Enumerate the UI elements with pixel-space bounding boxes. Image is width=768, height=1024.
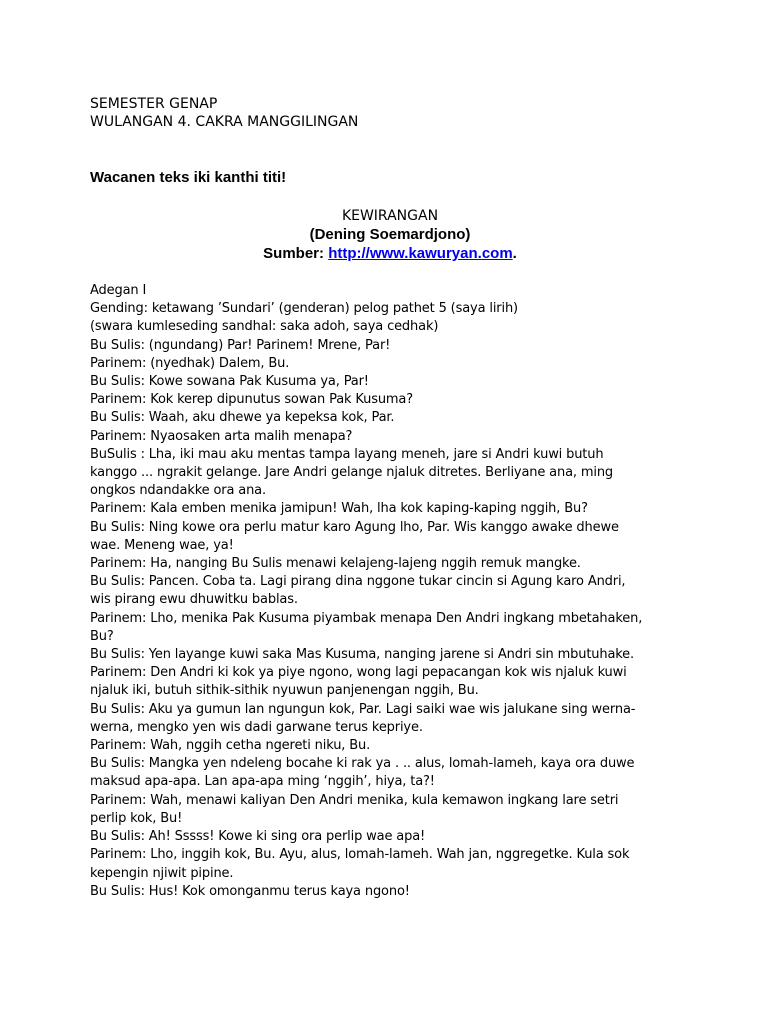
story-author: (Dening Soemardjono) bbox=[309, 226, 471, 243]
script-line: Parinem: Ha, nanging Bu Sulis menawi kelajeng-lajeng nggih remuk mangke. bbox=[90, 556, 581, 572]
script-line: Bu Sulis: Hus! Kok omonganmu terus kaya ngono! bbox=[90, 883, 410, 899]
script-line: wae. Meneng wae, ya! bbox=[90, 537, 234, 553]
script-line: Parinem: Nyaosaken arta malih menapa? bbox=[90, 428, 353, 444]
script-line: wis pirang ewu dhuwitku bablas. bbox=[90, 592, 298, 608]
script-line: Bu Sulis: Kowe sowana Pak Kusuma ya, Par! bbox=[90, 374, 369, 390]
script-line: maksud apa-apa. Lan apa-apa ming ‘nggih’, hiya, ta?! bbox=[90, 774, 435, 790]
story-title-block bbox=[90, 207, 690, 263]
script-line: kepengin njiwit pipine. bbox=[90, 865, 234, 881]
script-line: Bu Sulis: Yen layange kuwi saka Mas Kusuma, nanging jarene si Andri sin mbutuhake. bbox=[90, 647, 635, 663]
script-line: njaluk iki, butuh sithik-sithik nyuwun panjenengan nggih, Bu. bbox=[90, 683, 479, 699]
script-line: BuSulis : Lha, iki mau aku mentas tampa layang meneh, jare si Andri kuwi butuh bbox=[90, 446, 604, 462]
script-line: Parinem: (nyedhak) Dalem, Bu. bbox=[90, 355, 290, 371]
script-line: Bu? bbox=[90, 628, 114, 644]
document-page bbox=[90, 95, 690, 901]
script-line: Bu Sulis: Ah! Sssss! Kowe ki sing ora perlip wae apa! bbox=[90, 829, 426, 845]
script-line: Bu Sulis: Waah, aku dhewe ya kepeksa kok, Par. bbox=[90, 410, 395, 426]
script-line: (swara kumleseding sandhal: saka adoh, saya cedhak) bbox=[90, 319, 439, 335]
script-line: kanggo ... ngrakit gelange. Jare Andri gelange njaluk ditretes. Berliyane ana, ming bbox=[90, 465, 614, 481]
story-title: KEWIRANGAN bbox=[341, 208, 439, 224]
script-line: Parinem: Kok kerep dipunutus sowan Pak Kusuma? bbox=[90, 392, 414, 408]
script-line: Parinem: Wah, menawi kaliyan Den Andri menika, kula kemawon ingkang lare setri bbox=[90, 792, 619, 808]
script-line: Adegan I bbox=[90, 283, 147, 298]
script-line: Bu Sulis: Ning kowe ora perlu matur karo Agung lho, Par. Wis kanggo awake dhewe bbox=[90, 519, 619, 535]
script-body bbox=[90, 282, 690, 901]
script-line: Parinem: Lho, menika Pak Kusuma piyambak menapa Den Andri ingkang mbetahaken, bbox=[90, 610, 643, 626]
instruction-text: Wacanen teks iki kanthi titi! bbox=[90, 169, 287, 186]
source-link[interactable]: http://www.kawuryan.com bbox=[328, 245, 513, 262]
source-end: . bbox=[512, 245, 517, 262]
script-line: ongkos ndandakke ora ana. bbox=[90, 483, 266, 499]
script-line: Bu Sulis: Pancen. Coba ta. Lagi pirang dina nggone tukar cincin si Agung karo Andri, bbox=[90, 574, 626, 590]
source-label: Sumber: bbox=[263, 245, 329, 262]
script-line: perlip kok, Bu! bbox=[90, 810, 183, 826]
script-line: Bu Sulis: Mangka yen ndeleng bocahe ki rak ya . .. alus, lomah-lameh, kaya ora duwe bbox=[90, 756, 635, 772]
script-line: Parinem: Den Andri ki kok ya piye ngono, wong lagi pepacangan kok wis njaluk kuwi bbox=[90, 665, 627, 681]
script-line: Parinem: Lho, inggih kok, Bu. Ayu, alus, lomah-lameh. Wah jan, nggregetke. Kula sok bbox=[90, 847, 630, 863]
script-line: Parinem: Kala emben menika jamipun! Wah, lha kok kaping-kaping nggih, Bu? bbox=[90, 501, 588, 517]
semester-heading: SEMESTER GENAP bbox=[90, 96, 218, 112]
script-line: Gending: ketawang ’Sundari’ (genderan) pelog pathet 5 (saya lirih) bbox=[90, 301, 518, 317]
story-source bbox=[90, 244, 690, 263]
lesson-heading: WULANGAN 4. CAKRA MANGGILINGAN bbox=[90, 114, 359, 130]
script-line: Bu Sulis: Aku ya gumun lan ngungun kok, Par. Lagi saiki wae wis jalukane sing werna- bbox=[90, 701, 636, 717]
script-line: Bu Sulis: (ngundang) Par! Parinem! Mrene, Par! bbox=[90, 337, 391, 353]
script-line: Parinem: Wah, nggih cetha ngereti niku, Bu. bbox=[90, 738, 371, 754]
script-line: werna, mengko yen wis dadi garwane terus kepriye. bbox=[90, 719, 423, 735]
